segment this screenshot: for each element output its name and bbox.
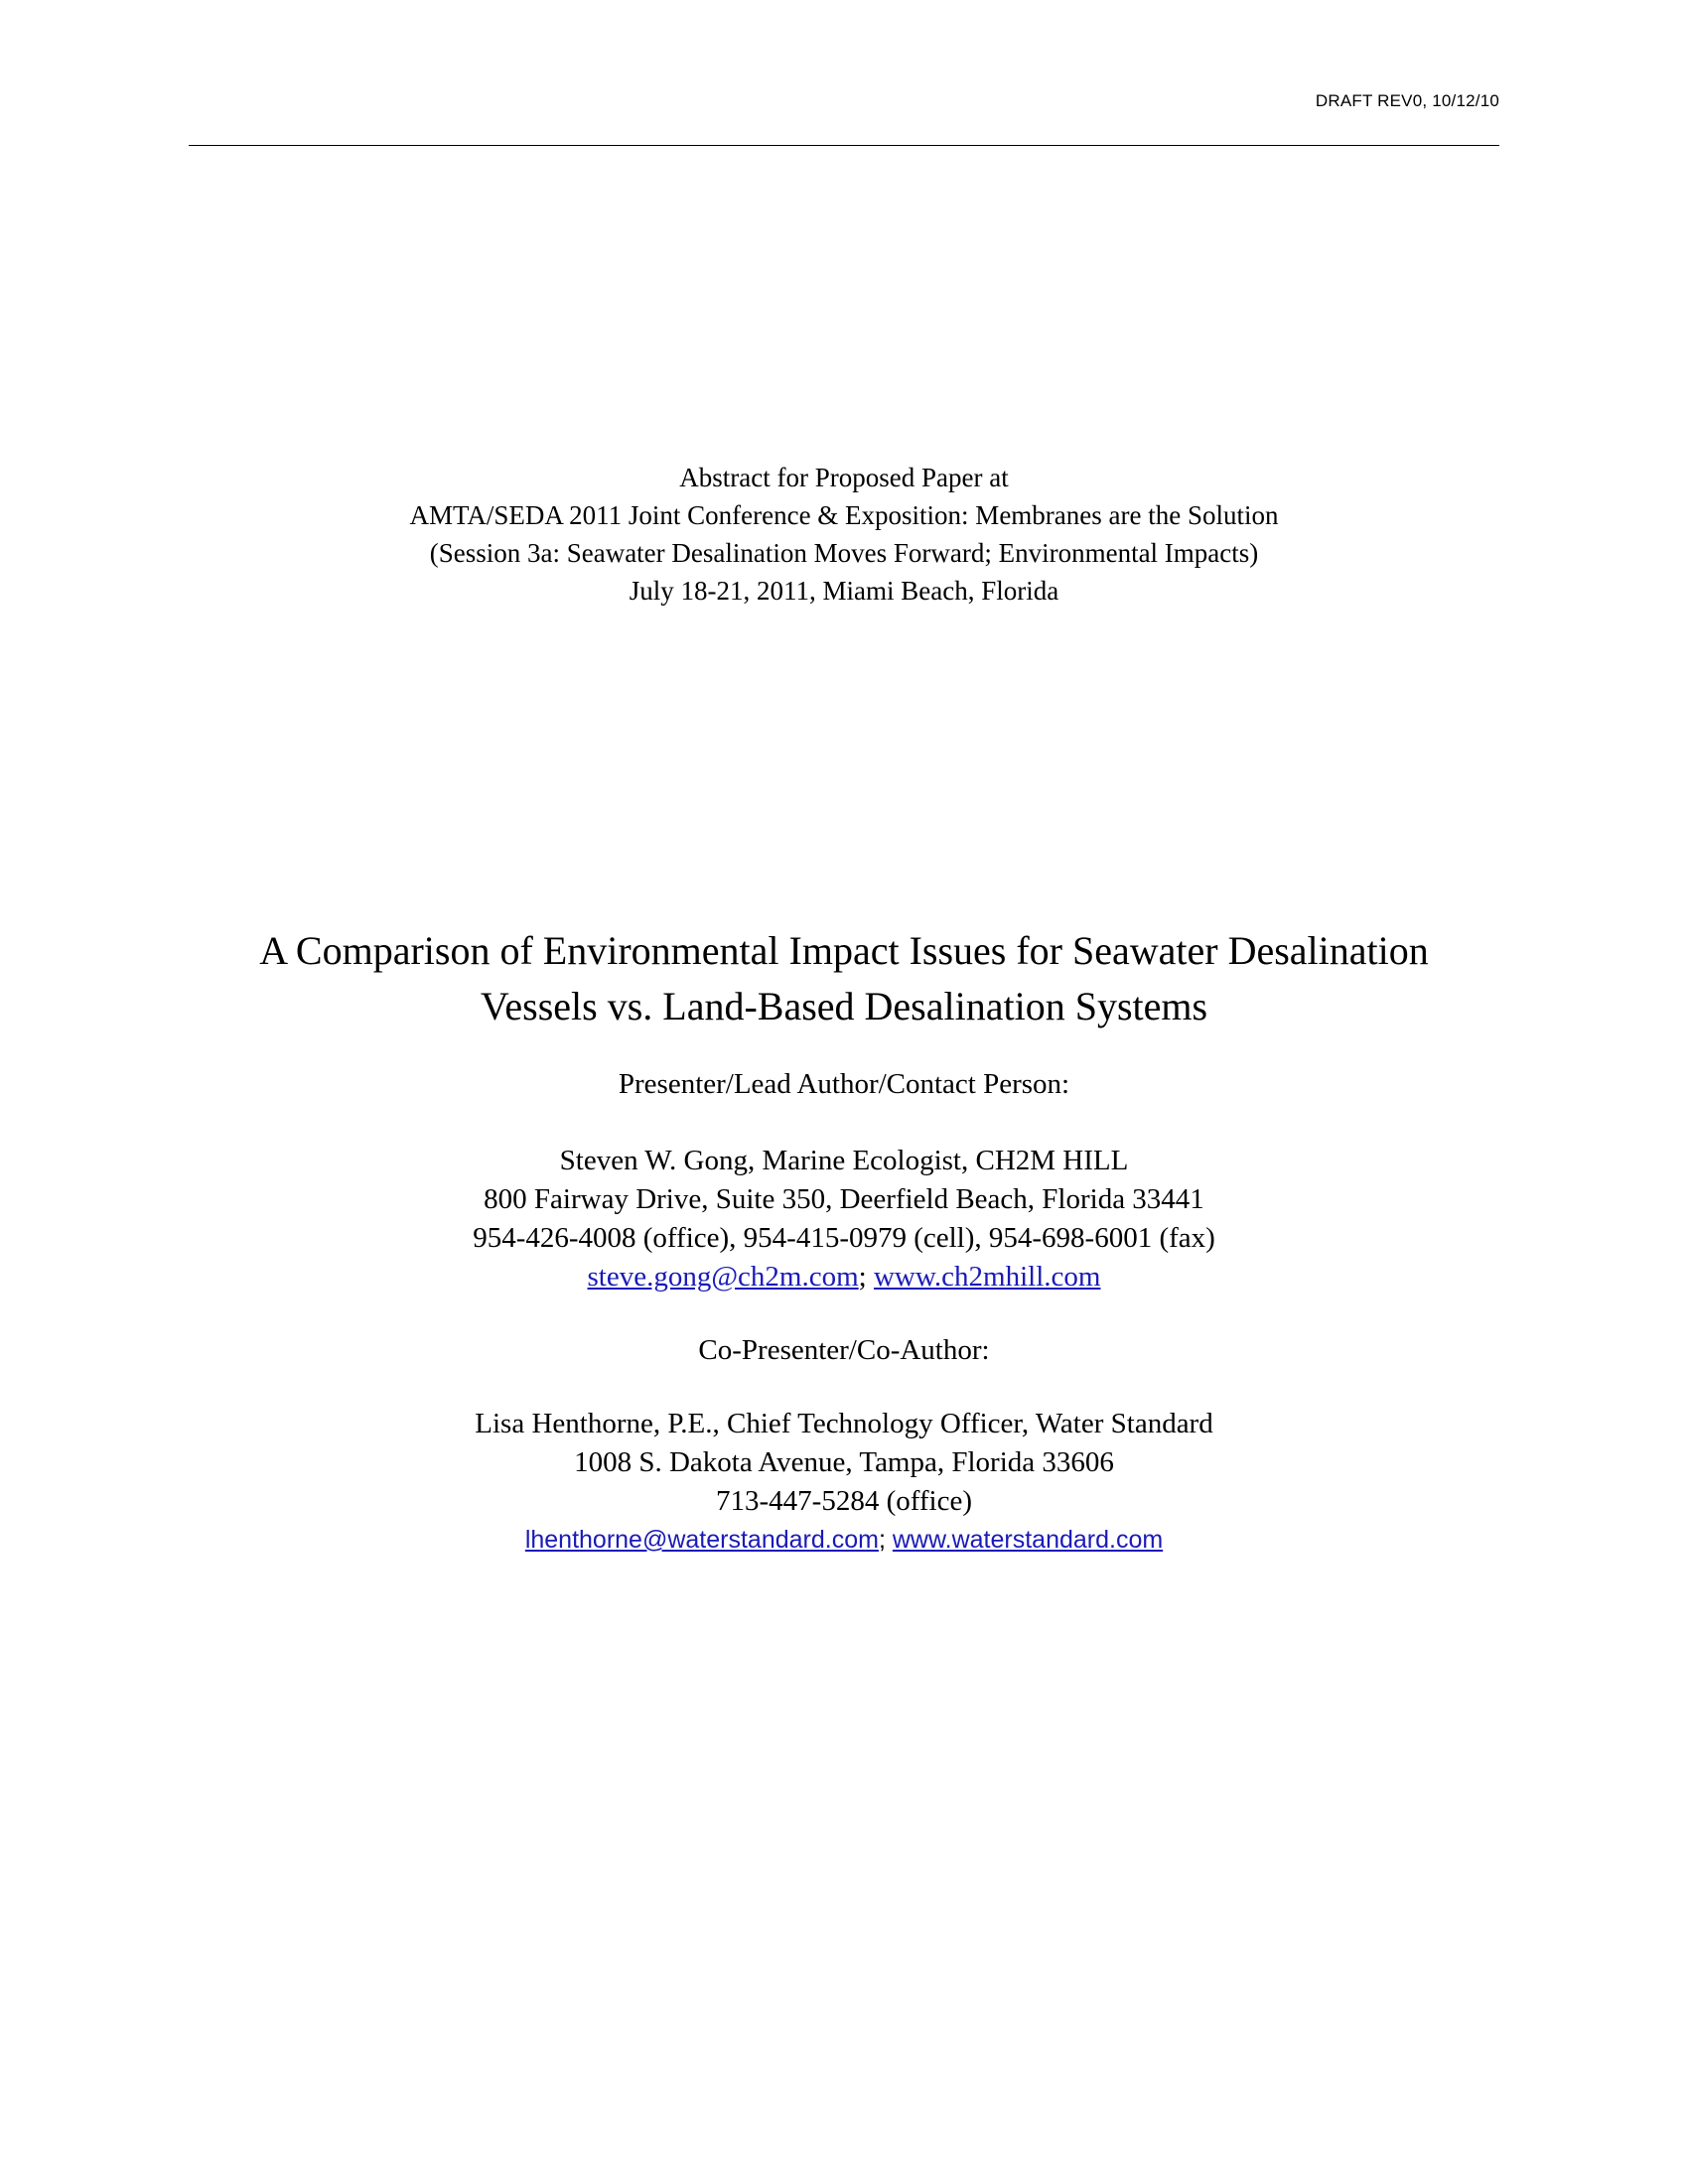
page-title: A Comparison of Environmental Impact Issues for Seawater Desalination Vessels vs. Land-Based Desalination Systems [259, 928, 1429, 1028]
co-presenter-name-line: Lisa Henthorne, P.E., Chief Technology Officer, Water Standard [475, 1408, 1213, 1439]
presenter-contact-block [189, 1142, 1499, 1297]
abstract-heading-block [189, 459, 1499, 610]
presenter-address-line: 800 Fairway Drive, Suite 350, Deerfield Beach, Florida 33441 [484, 1183, 1204, 1215]
co-presenter-website-link[interactable]: www.waterstandard.com [892, 1526, 1164, 1554]
co-presenter-phone-line: 713-447-5284 (office) [716, 1485, 972, 1517]
abstract-heading-line-1: Abstract for Proposed Paper at [679, 463, 1009, 492]
co-presenter-email-link[interactable]: lhenthorne@waterstandard.com [524, 1526, 879, 1554]
draft-revision-stamp: DRAFT REV0, 10/12/10 [1315, 91, 1499, 110]
abstract-heading-line-3: (Session 3a: Seawater Desalination Moves Forward; Environmental Impacts) [429, 538, 1259, 568]
presenter-link-separator: ; [858, 1261, 867, 1293]
presenter-website-link[interactable]: www.ch2mhill.com [873, 1261, 1101, 1293]
co-presenter-links-line [189, 1521, 1499, 1560]
presenter-email-link[interactable]: steve.gong@ch2m.com [587, 1261, 859, 1293]
header-divider [189, 145, 1499, 146]
abstract-heading-line-2: AMTA/SEDA 2011 Joint Conference & Exposition: Membranes are the Solution [409, 500, 1279, 530]
co-presenter-link-separator: ; [878, 1526, 886, 1554]
co-presenter-role-label: Co-Presenter/Co-Author: [698, 1334, 990, 1366]
co-presenter-contact-block [189, 1405, 1499, 1560]
presenter-links-line [189, 1258, 1499, 1297]
abstract-heading-line-4: July 18-21, 2011, Miami Beach, Florida [629, 576, 1059, 606]
presenter-name-line: Steven W. Gong, Marine Ecologist, CH2M HILL [559, 1145, 1129, 1176]
presenter-phone-line: 954-426-4008 (office), 954-415-0979 (cell), 954-698-6001 (fax) [473, 1222, 1215, 1254]
presenter-role-label: Presenter/Lead Author/Contact Person: [618, 1068, 1070, 1100]
co-presenter-address-line: 1008 S. Dakota Avenue, Tampa, Florida 33606 [574, 1446, 1114, 1478]
